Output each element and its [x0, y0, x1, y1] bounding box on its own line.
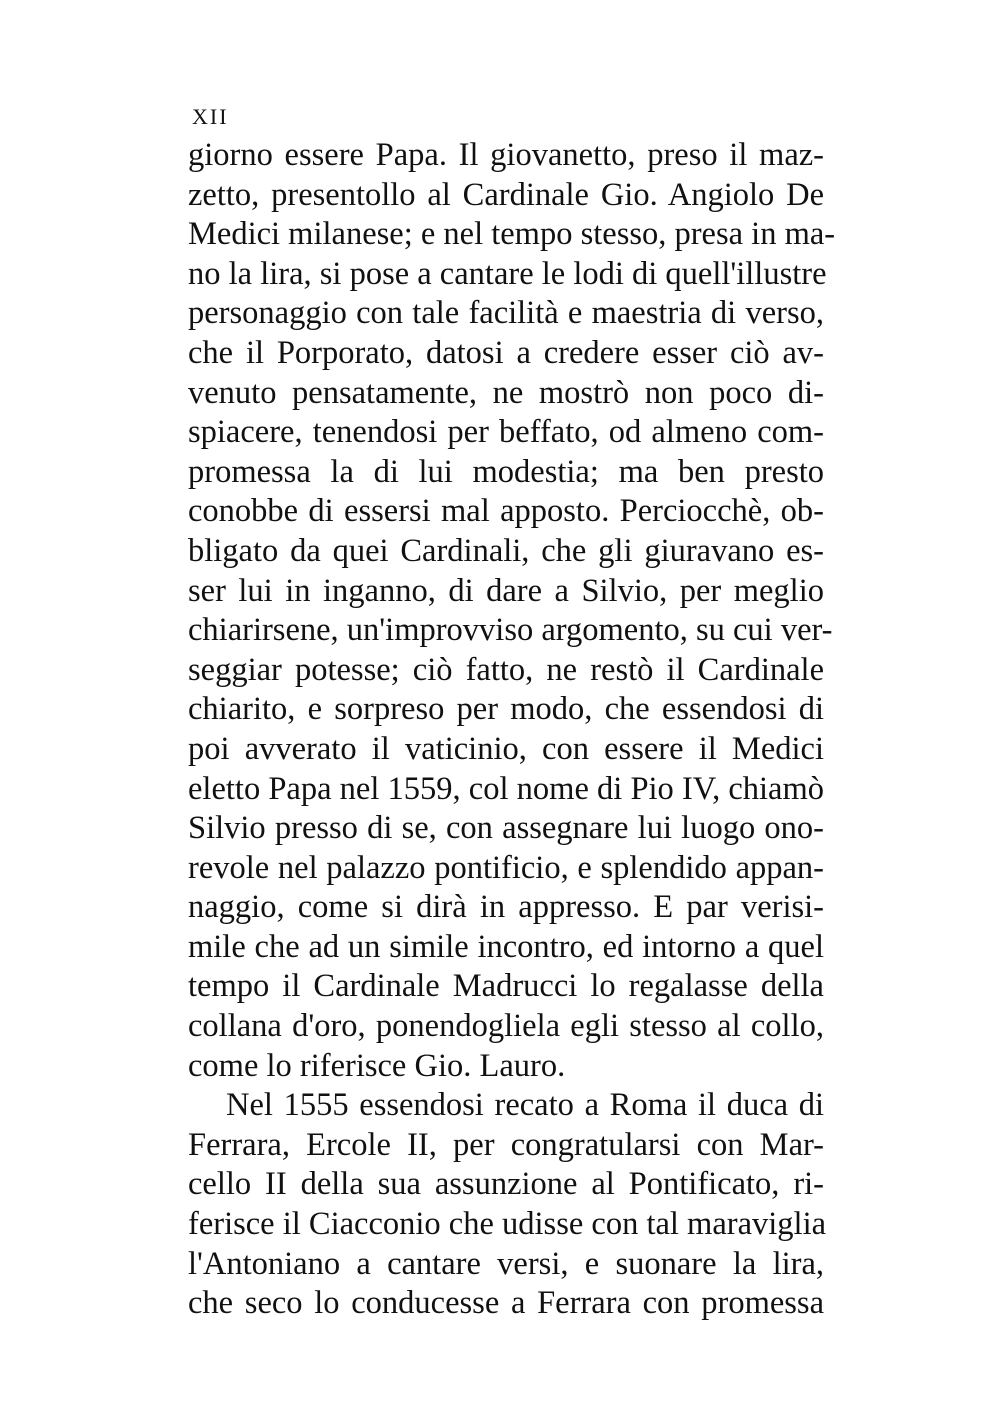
text-line: bligato da quei Cardinali, che gli giuravano es- [188, 532, 824, 569]
body-text [188, 136, 836, 1324]
text-line: che il Porporato, datosi a credere esser ciò av- [188, 334, 824, 371]
text-line: ser lui in inganno, di dare a Silvio, per meglio [188, 572, 824, 609]
text-line: cello II della sua assunzione al Pontificato, ri- [188, 1166, 824, 1203]
text-line: promessa la di lui modestia; ma ben presto [188, 453, 824, 490]
text-line: chiarito, e sorpreso per modo, che essendosi di [188, 691, 824, 728]
page-number: XII [192, 104, 229, 129]
text-line: Medici milanese; e nel tempo stesso, presa in ma- [188, 216, 836, 253]
text-line: eletto Papa nel 1559, col nome di Pio IV, chiamò [188, 770, 824, 807]
text-line: venuto pensatamente, ne mostrò non poco di- [188, 374, 824, 411]
text-line: tempo il Cardinale Madrucci lo regalasse della [188, 968, 824, 1005]
text-line: personaggio con tale facilità e maestria di verso, [188, 295, 824, 332]
text-line: l'Antoniano a cantare versi, e suonare la lira, [188, 1245, 824, 1282]
text-line: Silvio presso di se, con assegnare lui luogo ono- [188, 810, 824, 847]
text-line: revole nel palazzo pontificio, e splendido appan- [188, 849, 824, 886]
paragraph-end-line: come lo riferisce Gio. Lauro. [188, 1047, 566, 1084]
text-line: conobbe di essersi mal apposto. Perciocchè, ob- [188, 493, 824, 530]
text-line: ferisce il Ciacconio che udisse con tal maraviglia [188, 1206, 827, 1243]
text-line: che seco lo conducesse a Ferrara con promessa [188, 1285, 824, 1322]
paragraph-start-line: Nel 1555 essendosi recato a Roma il duca di [226, 1087, 824, 1124]
text-line: collana d'oro, ponendogliela egli stesso al collo, [188, 1008, 824, 1045]
text-line: Ferrara, Ercole II, per congratularsi con Mar- [188, 1126, 824, 1163]
text-line: seggiar potesse; ciò fatto, ne restò il Cardinale [188, 651, 824, 688]
text-line: no la lira, si pose a cantare le lodi di quell'illustre [188, 255, 827, 292]
text-line: mile che ad un simile incontro, ed intorno a quel [188, 928, 824, 965]
text-line: zetto, presentollo al Cardinale Gio. Angiolo De [188, 176, 824, 213]
text-line: giorno essere Papa. Il giovanetto, preso il maz- [188, 137, 824, 173]
text-line: spiacere, tenendosi per beffato, od almeno com- [188, 414, 824, 451]
text-line: naggio, come si dirà in appresso. E par verisi- [188, 889, 824, 926]
text-line: poi avverato il vaticinio, con essere il Medici [188, 730, 824, 767]
text-line: chiarirsene, un'improvviso argomento, su cui ver- [188, 612, 833, 649]
